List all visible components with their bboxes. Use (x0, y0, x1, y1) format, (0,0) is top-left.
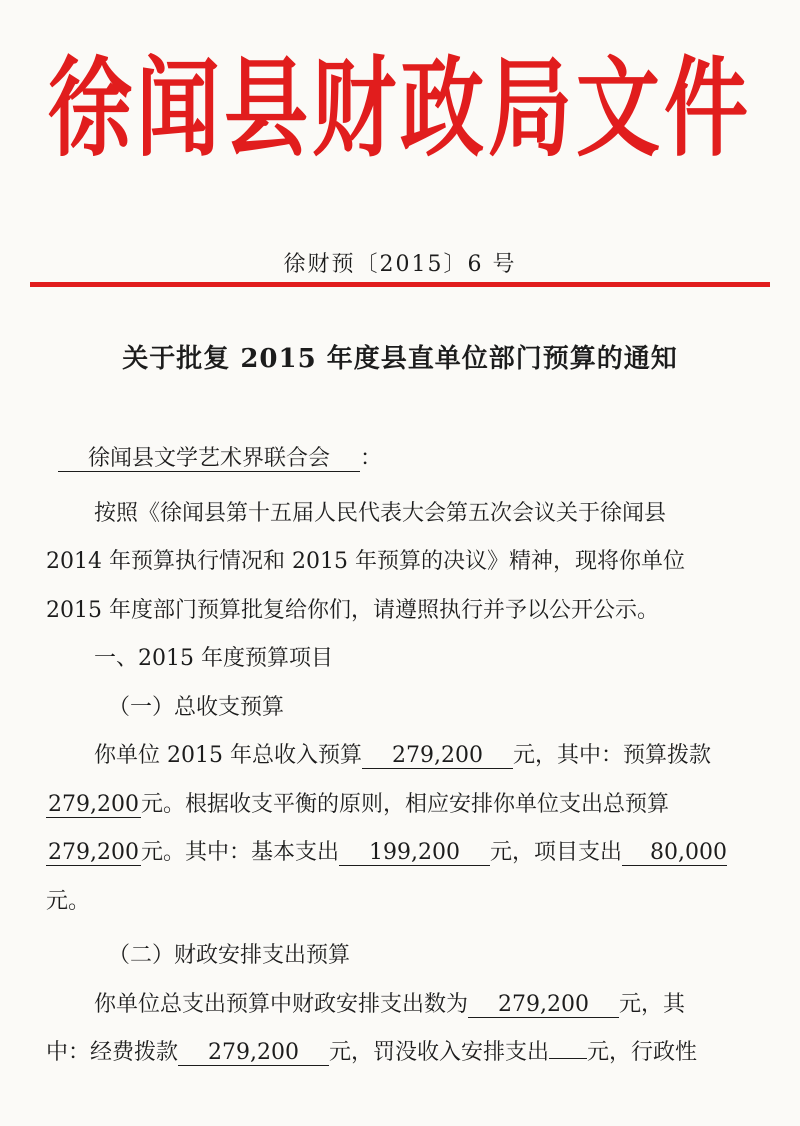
total-expenditure-value: 279,200 (48, 840, 139, 865)
notice-body (46, 435, 756, 1078)
basic-expenditure-value: 199,200 (339, 840, 490, 866)
funding-appropriation-value: 279,200 (178, 1040, 329, 1066)
intro-line-1: 按照《徐闻县第十五届人民代表大会第五次会议关于徐闻县 (94, 500, 667, 526)
budget-line-3-mid: 元。其中：基本支出 (140, 840, 339, 865)
addressee-suffix: ： (360, 446, 383, 471)
red-divider-line (30, 282, 770, 287)
fiscal-line-2-mid: 元，罚没收入安排支出 (329, 1040, 550, 1065)
budget-line-1-mid: 元，其中：预算拨款 (512, 743, 711, 768)
fiscal-line-2-mid2: 元，行政性 (587, 1040, 698, 1065)
section-heading-1: 一、2015 年度预算项目 (94, 646, 333, 671)
intro-line-3: 2015 年度部门预算批复给你们，请遵照执行并予以公开公示。 (46, 597, 659, 623)
total-income-value: 279,200 (362, 743, 513, 769)
fiscal-line-1 (46, 981, 756, 1030)
document-number: 徐财预〔2015〕6 号 (283, 252, 517, 277)
addressee: 徐闻县文学艺术界联合会 (58, 446, 360, 472)
fiscal-line-2-prefix: 中：经费拨款 (46, 1040, 179, 1065)
budget-line-1 (46, 732, 756, 781)
forfeiture-blank (549, 1036, 587, 1059)
budget-line-2 (46, 781, 756, 830)
addressee-line (46, 435, 756, 484)
budget-appropriation-value: 279,200 (48, 791, 139, 817)
subsection-heading-1: （一）总收支预算 (108, 694, 285, 720)
fiscal-expenditure-value: 279,200 (468, 992, 619, 1018)
notice-title: 关于批复 2015 年度县直单位部门预算的通知 (122, 344, 678, 374)
document-header-title: 徐闻县财政局文件 (47, 44, 752, 172)
budget-line-4: 元。 (46, 888, 91, 914)
budget-line-3 (46, 829, 756, 878)
budget-line-2-text: 元。根据收支平衡的原则，相应安排你单位支出总预算 (140, 791, 669, 817)
budget-line-3-mid2: 元，项目支出 (489, 840, 622, 865)
project-expenditure-value: 80,000 (622, 840, 727, 866)
intro-line-2: 2014 年预算执行情况和 2015 年预算的决议》精神，现将你单位 (46, 549, 685, 574)
fiscal-line-1-suffix: 元，其 (619, 991, 686, 1017)
fiscal-line-2 (46, 1029, 756, 1078)
fiscal-line-1-prefix: 你单位总支出预算中财政安排支出数为 (94, 991, 469, 1017)
subsection-heading-2: （二）财政安排支出预算 (108, 943, 351, 968)
budget-line-1-prefix: 你单位 2015 年总收入预算 (94, 743, 362, 768)
